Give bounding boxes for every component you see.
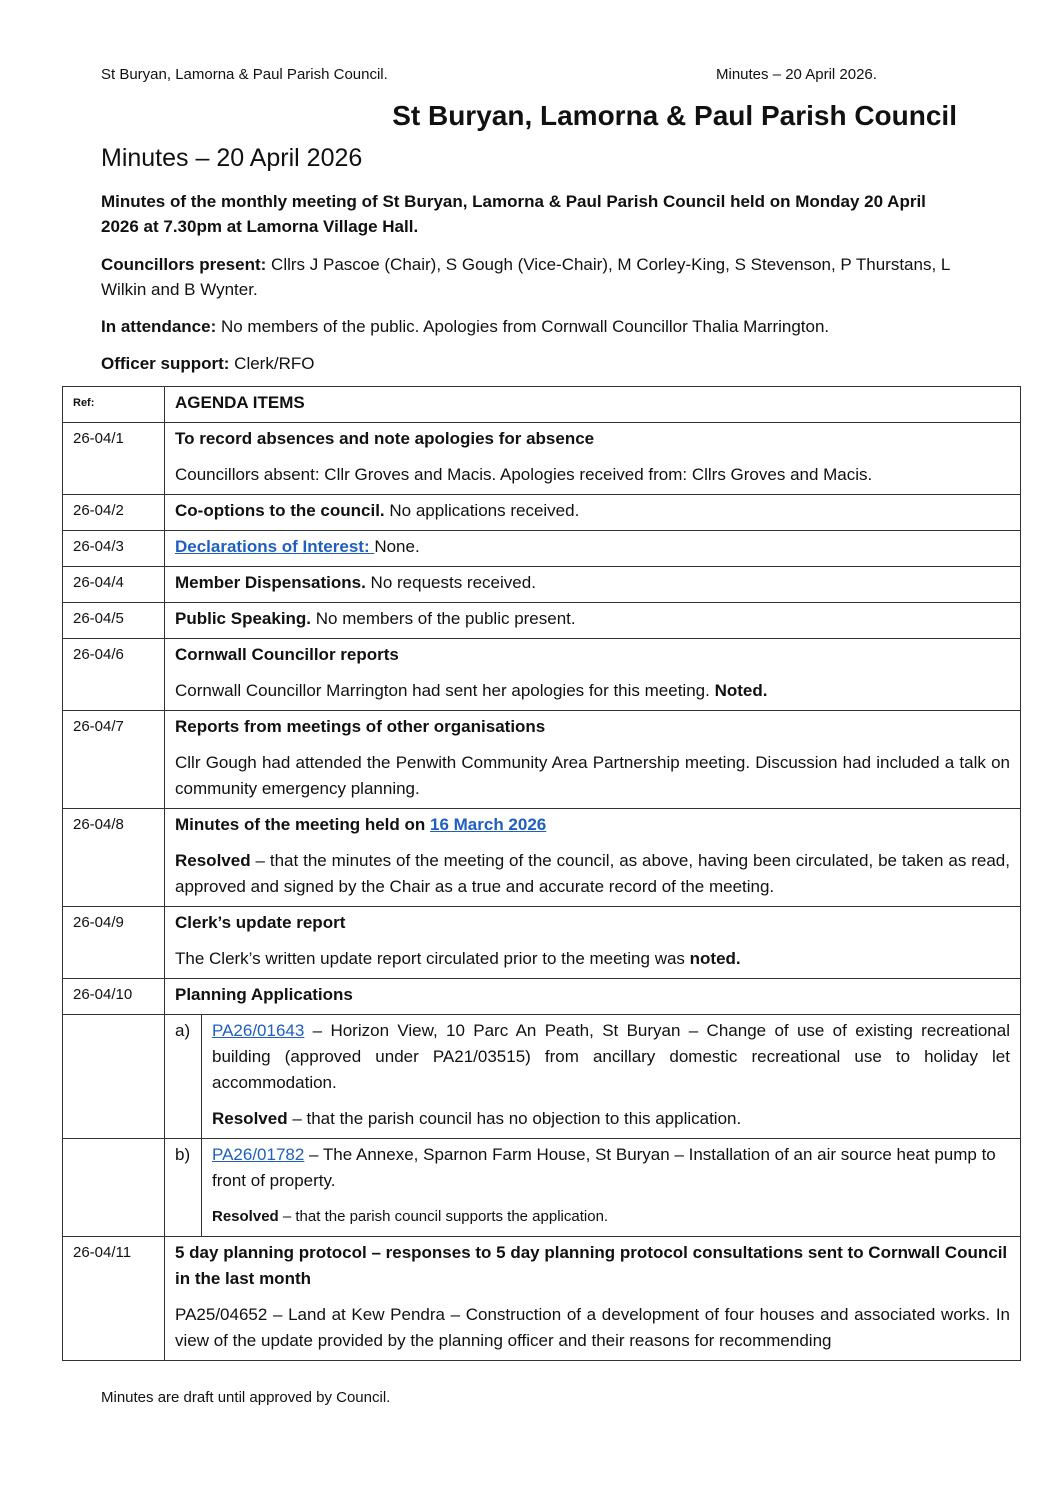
item-cell xyxy=(165,567,1021,603)
item-ref: 26-04/7 xyxy=(63,711,165,809)
item-ref: 26-04/8 xyxy=(63,809,165,907)
page-title: St Buryan, Lamorna & Paul Parish Council xyxy=(392,100,957,131)
declarations-of-interest-link[interactable]: Declarations of Interest: xyxy=(175,537,375,556)
table-row xyxy=(63,1015,1021,1139)
item-cell xyxy=(165,603,1021,639)
item-text: No members of the public present. xyxy=(311,609,576,628)
resolved-label: Resolved xyxy=(212,1109,288,1128)
item-body xyxy=(175,848,1010,900)
item-body-text: – that the minutes of the meeting of the council, as above, having been circulated, be taken as read, approved and signed by the Chair as a true and accurate record of the meeting. xyxy=(175,851,1010,896)
item-heading: Public Speaking. xyxy=(175,609,312,628)
item-cell xyxy=(165,809,1021,907)
item-ref: 26-04/9 xyxy=(63,907,165,979)
item-ref: 26-04/6 xyxy=(63,639,165,711)
ref-column-header: Ref: xyxy=(63,387,165,423)
item-heading xyxy=(175,812,1010,838)
planning-application-a xyxy=(212,1018,1010,1096)
item-body-text: The Clerk’s written update report circulated prior to the meeting was xyxy=(175,949,690,968)
planning-resolution xyxy=(212,1106,1010,1132)
item-text: No requests received. xyxy=(365,573,536,592)
table-row xyxy=(63,1139,1021,1237)
resolution-text: – that the parish council supports the application. xyxy=(278,1208,609,1225)
item-cell xyxy=(165,907,1021,979)
planning-application-text: – The Annexe, Sparnon Farm House, St Buryan – Installation of an air source heat pump to front of property. xyxy=(212,1145,996,1190)
item-cell xyxy=(165,711,1021,809)
resolved-label: Resolved xyxy=(212,1208,279,1225)
running-header-left: St Buryan, Lamorna & Paul Parish Council. xyxy=(101,66,388,83)
item-cell xyxy=(165,639,1021,711)
item-heading: Co-options to the council. xyxy=(175,501,385,520)
table-row xyxy=(63,495,1021,531)
running-header-right: Minutes – 20 April 2026. xyxy=(716,66,877,83)
item-body: Cllr Gough had attended the Penwith Community Area Partnership meeting. Discussion had included a talk on community emergency planning. xyxy=(175,753,1010,798)
planning-application-text: – Horizon View, 10 Parc An Peath, St Buryan – Change of use of existing recreational building (approved under PA21/03515) from ancillary domestic recreational use to holiday let accommodation. xyxy=(212,1021,1010,1092)
item-ref: 26-04/11 xyxy=(63,1237,165,1361)
table-row xyxy=(63,567,1021,603)
page-footer: Minutes are draft until approved by Council. xyxy=(101,1389,391,1406)
in-attendance-text: No members of the public. Apologies from Cornwall Councillor Thalia Marrington. xyxy=(216,317,830,336)
sub-item-letter: a) xyxy=(165,1015,202,1139)
table-row xyxy=(63,711,1021,809)
councillors-present-label: Councillors present: xyxy=(101,255,267,274)
item-body: PA25/04652 – Land at Kew Pendra – Construction of a development of four houses and associated works. In view of the update provided by the planning officer and their reasons for recommending xyxy=(175,1305,1010,1350)
empty-ref-cell xyxy=(63,1015,165,1139)
item-text: No applications received. xyxy=(384,501,580,520)
item-heading: Reports from meetings of other organisations xyxy=(175,717,546,736)
item-body xyxy=(175,678,1010,704)
item-cell xyxy=(165,495,1021,531)
item-ref: 26-04/3 xyxy=(63,531,165,567)
item-body: Councillors absent: Cllr Groves and Macis. Apologies received from: Cllrs Groves and Macis. xyxy=(175,465,873,484)
item-ref: 26-04/5 xyxy=(63,603,165,639)
table-row xyxy=(63,907,1021,979)
item-heading: 5 day planning protocol – responses to 5 day planning protocol consultations sent to Cornwall Council in the last month xyxy=(175,1243,1008,1288)
item-ref: 26-04/10 xyxy=(63,979,165,1015)
sub-item-letter: b) xyxy=(165,1139,202,1237)
table-row xyxy=(63,531,1021,567)
item-text: None. xyxy=(374,537,420,556)
sub-item-cell xyxy=(202,1139,1021,1237)
previous-minutes-link[interactable]: 16 March 2026 xyxy=(430,815,547,834)
officer-support-text: Clerk/RFO xyxy=(229,354,315,373)
item-cell xyxy=(165,423,1021,495)
table-header-row xyxy=(63,387,1021,423)
item-heading: Clerk’s update report xyxy=(175,913,346,932)
item-heading-text: Minutes of the meeting held on xyxy=(175,815,430,834)
sub-item-cell xyxy=(202,1015,1021,1139)
item-body-text: Cornwall Councillor Marrington had sent her apologies for this meeting. xyxy=(175,681,715,700)
planning-application-link[interactable]: PA26/01643 xyxy=(212,1021,305,1040)
item-heading: Planning Applications xyxy=(165,979,1021,1015)
councillors-present xyxy=(101,252,961,302)
page-subtitle: Minutes – 20 April 2026 xyxy=(101,144,363,172)
in-attendance xyxy=(101,314,961,339)
item-cell xyxy=(165,1237,1021,1361)
item-heading: Member Dispensations. xyxy=(175,573,366,592)
item-body-bold: Noted. xyxy=(714,681,768,700)
table-row xyxy=(63,1237,1021,1361)
agenda-items-header: AGENDA ITEMS xyxy=(165,387,1021,423)
planning-resolution xyxy=(212,1204,1010,1230)
item-ref: 26-04/2 xyxy=(63,495,165,531)
resolved-label: Resolved xyxy=(175,851,251,870)
officer-support xyxy=(101,351,961,376)
councillors-present-text: Cllrs J Pascoe (Chair), S Gough (Vice-Chair), M Corley-King, S Stevenson, P Thurstans, L Wilkin and B Wynter. xyxy=(101,255,950,299)
item-ref: 26-04/4 xyxy=(63,567,165,603)
in-attendance-label: In attendance: xyxy=(101,317,217,336)
item-heading: Cornwall Councillor reports xyxy=(175,645,399,664)
empty-ref-cell xyxy=(63,1139,165,1237)
item-body xyxy=(175,946,1010,972)
item-heading: To record absences and note apologies for absence xyxy=(175,429,595,448)
item-cell xyxy=(165,531,1021,567)
table-row xyxy=(63,809,1021,907)
resolution-text: – that the parish council has no objection to this application. xyxy=(287,1109,742,1128)
table-row xyxy=(63,979,1021,1015)
officer-support-label: Officer support: xyxy=(101,354,230,373)
table-row xyxy=(63,639,1021,711)
table-row xyxy=(63,423,1021,495)
item-ref: 26-04/1 xyxy=(63,423,165,495)
agenda-table xyxy=(62,386,1021,1361)
table-row xyxy=(63,603,1021,639)
planning-application-b xyxy=(212,1142,1010,1194)
item-body-bold: noted. xyxy=(689,949,741,968)
meeting-description: Minutes of the monthly meeting of St Buryan, Lamorna & Paul Parish Council held on Monday 20 April 2026 at 7.30pm at Lamorna Village Hall. xyxy=(101,192,926,236)
planning-application-link[interactable]: PA26/01782 xyxy=(212,1145,305,1164)
